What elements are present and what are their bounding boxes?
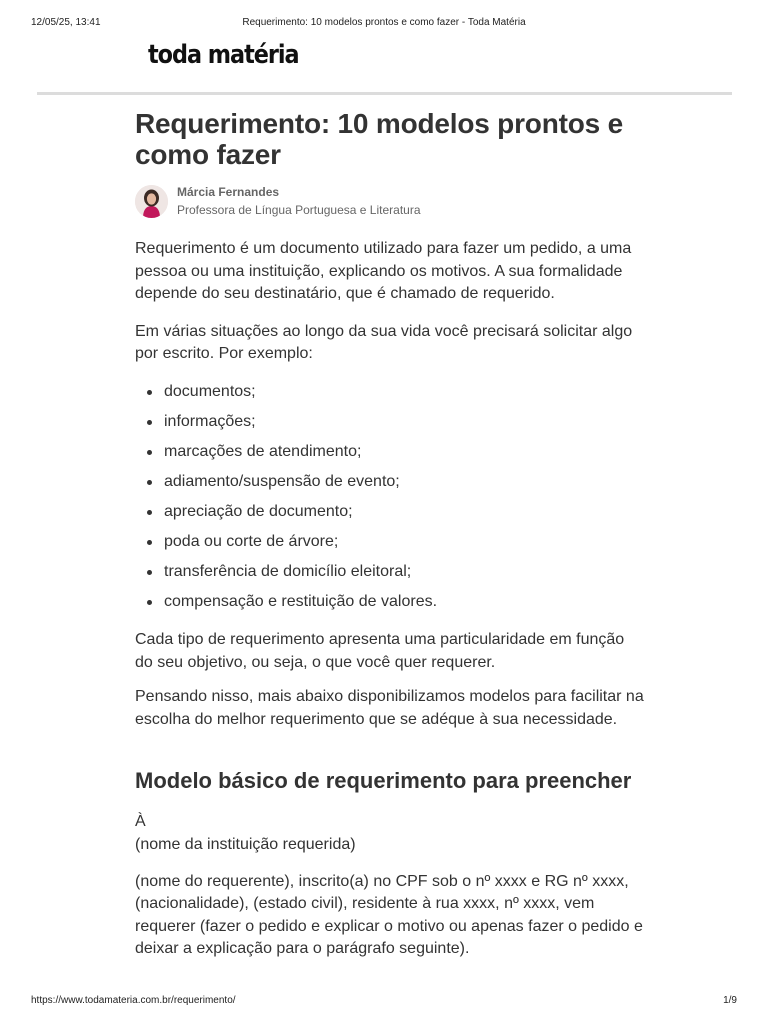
list-item: marcações de atendimento; (164, 441, 645, 463)
author-role: Professora de Língua Portuguesa e Literatura (177, 203, 421, 217)
list-item: informações; (164, 411, 645, 433)
print-datetime: 12/05/25, 13:41 (31, 17, 101, 28)
lead-paragraph: Em várias situações ao longo da sua vida você precisará solicitar algo por escrito. Por exemplo: (135, 322, 633, 363)
model-paragraph: (nome do requerente), inscrito(a) no CPF sob o nº xxxx e RG nº xxxx, (nacionalidade), (estado civil), residente à rua xxxx, nº xxxx, vem requerer (fazer o pedido e explicar o motivo ou apenas fazer o pedido e deixar a explicação para o parágrafo seguinte). (135, 872, 643, 958)
print-page-title: Requerimento: 10 modelos prontos e como fazer - Toda Matéria (242, 17, 526, 28)
list-item: adiamento/suspensão de evento; (164, 471, 645, 493)
section-heading: Modelo básico de requerimento para preencher (135, 768, 632, 794)
examples-list (135, 381, 645, 613)
header-divider (37, 92, 732, 95)
list-item: transferência de domicílio eleitoral; (164, 561, 645, 583)
intro-paragraph: Requerimento é um documento utilizado para fazer um pedido, a uma pessoa ou uma instituição, explicando os motivos. A sua formalidade depende do seu destinatário, que é chamado de requerido. (135, 240, 632, 303)
body-paragraph: Pensando nisso, mais abaixo disponibilizamos modelos para facilitar na escolha do melhor requerimento que se adéque à sua necessidade. (135, 688, 644, 728)
body-paragraph: Cada tipo de requerimento apresenta uma particularidade em função do seu objetivo, ou seja, o que você quer requerer. (135, 630, 625, 671)
list-item: compensação e restituição de valores. (164, 591, 645, 613)
print-header (0, 17, 768, 31)
list-item: documentos; (164, 381, 645, 403)
list-item: poda ou corte de árvore; (164, 531, 645, 553)
model-line: À (135, 813, 146, 831)
author-avatar[interactable] (135, 185, 168, 218)
author-block (135, 185, 645, 219)
site-logo[interactable]: toda matéria (148, 40, 299, 70)
print-url: https://www.todamateria.com.br/requerimento/ (31, 995, 236, 1006)
author-name[interactable]: Márcia Fernandes (177, 185, 280, 199)
model-addressee (135, 811, 645, 856)
person-icon (135, 185, 168, 218)
article-title: Requerimento: 10 modelos prontos e como fazer (135, 108, 623, 170)
page-number: 1/9 (723, 995, 737, 1006)
article (135, 108, 645, 961)
model-line: (nome da instituição requerida) (135, 835, 356, 853)
list-item: apreciação de documento; (164, 501, 645, 523)
